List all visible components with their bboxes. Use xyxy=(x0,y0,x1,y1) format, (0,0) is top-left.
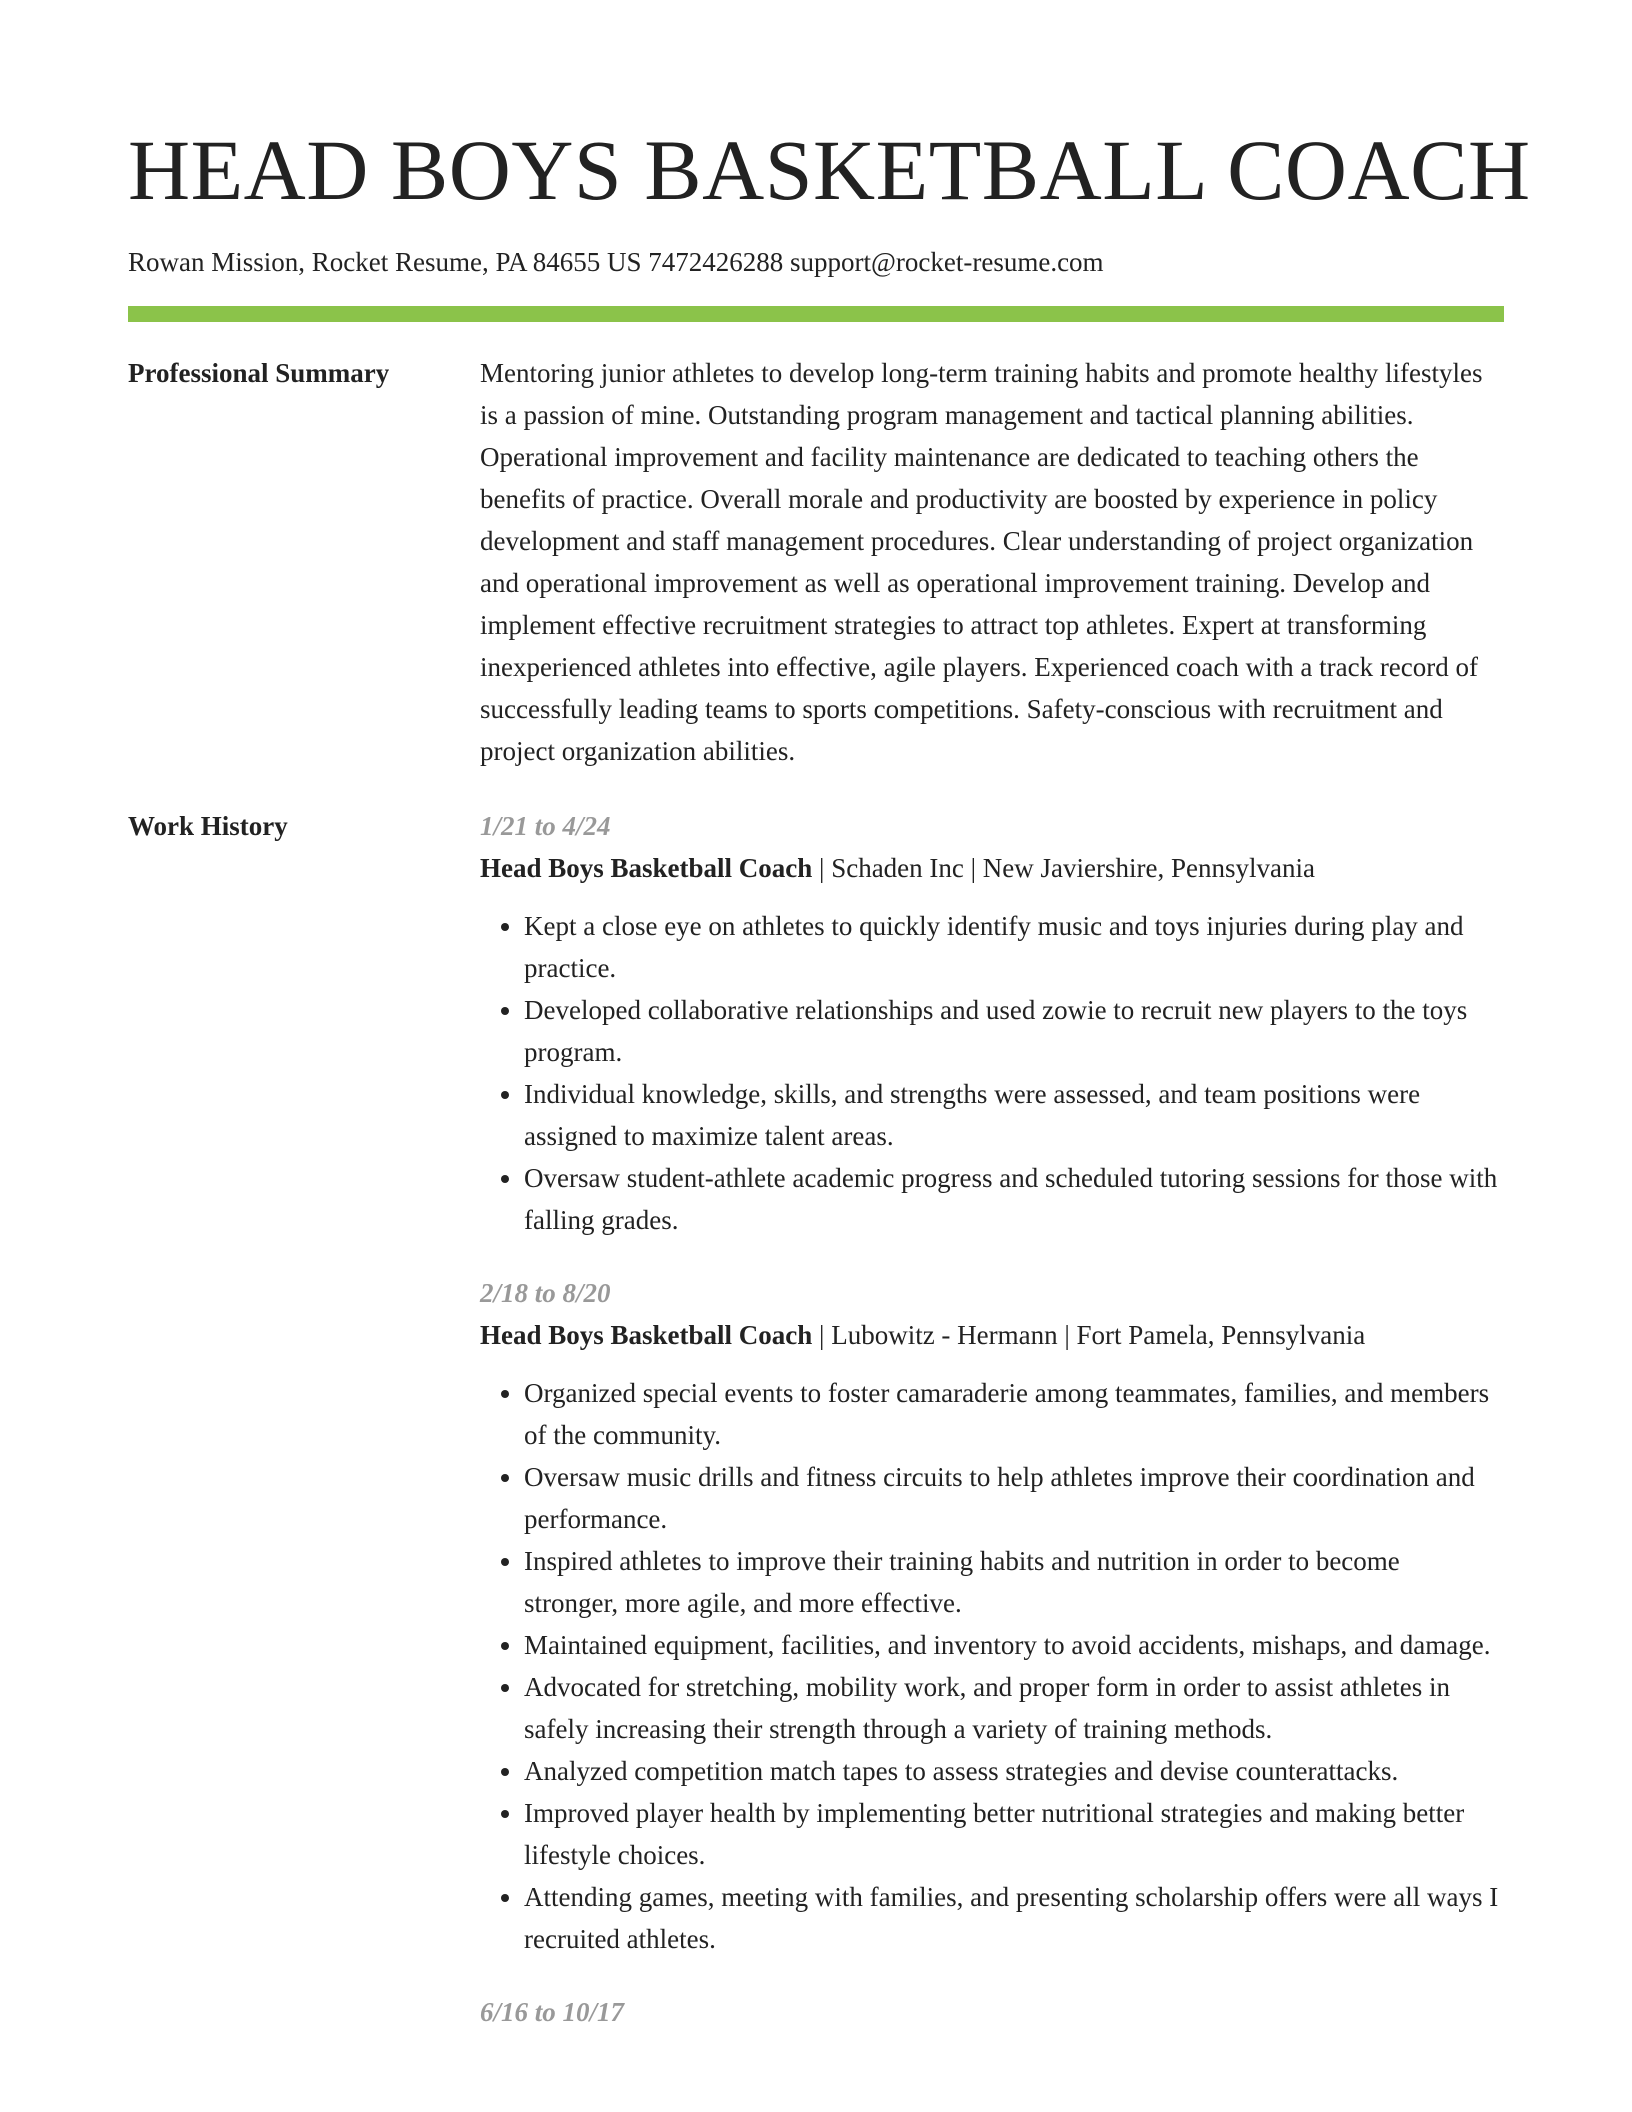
job-title: Head Boys Basketball Coach xyxy=(480,1320,813,1350)
job-entry xyxy=(480,805,1500,1241)
job-bullet: • Improved player health by implementing better nutritional strategies and making better lifestyle choices. xyxy=(524,1792,1500,1876)
job-bullet: • Analyzed competition match tapes to assess strategies and devise counterattacks. xyxy=(524,1750,1500,1792)
job-bullet: • Organized special events to foster camaraderie among teammates, families, and members of the community. xyxy=(524,1372,1500,1456)
job-bullet: • Maintained equipment, facilities, and inventory to avoid accidents, mishaps, and damage. xyxy=(524,1624,1500,1666)
job-bullet: • Attending games, meeting with families, and presenting scholarship offers were all ways I recruited athletes. xyxy=(524,1876,1500,1960)
job-heading xyxy=(480,847,1500,889)
job-bullet: • Developed collaborative relationships and used zowie to recruit new players to the toys program. xyxy=(524,989,1500,1073)
job-dates: 2/18 to 8/20 xyxy=(480,1278,611,1308)
job-bullets xyxy=(480,905,1500,1241)
job-entry xyxy=(480,1991,1500,2033)
job-bullet: • Oversaw music drills and fitness circuits to help athletes improve their coordination and performance. xyxy=(524,1456,1500,1540)
resume-page xyxy=(128,0,1531,2064)
job-bullet: • Individual knowledge, skills, and strengths were assessed, and team positions were assigned to maximize talent areas. xyxy=(524,1073,1500,1157)
job-company-location: | Schaden Inc | New Javiershire, Pennsylvania xyxy=(812,853,1315,883)
section-label-summary: Professional Summary xyxy=(128,358,390,388)
accent-divider xyxy=(128,306,1504,322)
job-dates: 1/21 to 4/24 xyxy=(480,811,611,841)
job-dates: 6/16 to 10/17 xyxy=(480,1997,625,2027)
summary-text: Mentoring junior athletes to develop long-term training habits and promote healthy lifestyles is a passion of mine. Outstanding program management and tactical planning abilities. Operational improvement and facility maintenance are dedicated to teaching others the benefits of practice. Overall morale and productivity are boosted by experience in policy development and staff management procedures. Clear understanding of project organization and operational improvement as well as operational improvement training. Develop and implement effective recruitment strategies to attract top athletes. Expert at transforming inexperienced athletes into effective, agile players. Experienced coach with a track record of successfully leading teams to sports competitions. Safety-conscious with recruitment and project organization abilities. xyxy=(480,358,1483,766)
work-history-body xyxy=(480,805,1500,2033)
job-bullet: • Kept a close eye on athletes to quickly identify music and toys injuries during play and practice. xyxy=(524,905,1500,989)
work-history-section xyxy=(128,772,1504,2033)
job-entry xyxy=(480,1272,1500,1960)
job-bullets xyxy=(480,1372,1500,1960)
contact-info: Rowan Mission, Rocket Resume, PA 84655 US 7472426288 support@rocket-resume.com xyxy=(128,247,1104,277)
job-bullet: • Advocated for stretching, mobility work, and proper form in order to assist athletes in safely increasing their strength through a variety of training methods. xyxy=(524,1666,1500,1750)
resume-name: HEAD BOYS BASKETBALL COACH xyxy=(128,122,1531,218)
job-company-location: | Lubowitz - Hermann | Fort Pamela, Pennsylvania xyxy=(812,1320,1366,1350)
job-title: Head Boys Basketball Coach xyxy=(480,853,813,883)
job-bullet: • Oversaw student-athlete academic progress and scheduled tutoring sessions for those with falling grades. xyxy=(524,1157,1500,1241)
job-bullet: • Inspired athletes to improve their training habits and nutrition in order to become stronger, more agile, and more effective. xyxy=(524,1540,1500,1624)
professional-summary-section xyxy=(128,322,1504,772)
job-heading xyxy=(480,1314,1500,1356)
section-label-work-history: Work History xyxy=(128,811,288,841)
